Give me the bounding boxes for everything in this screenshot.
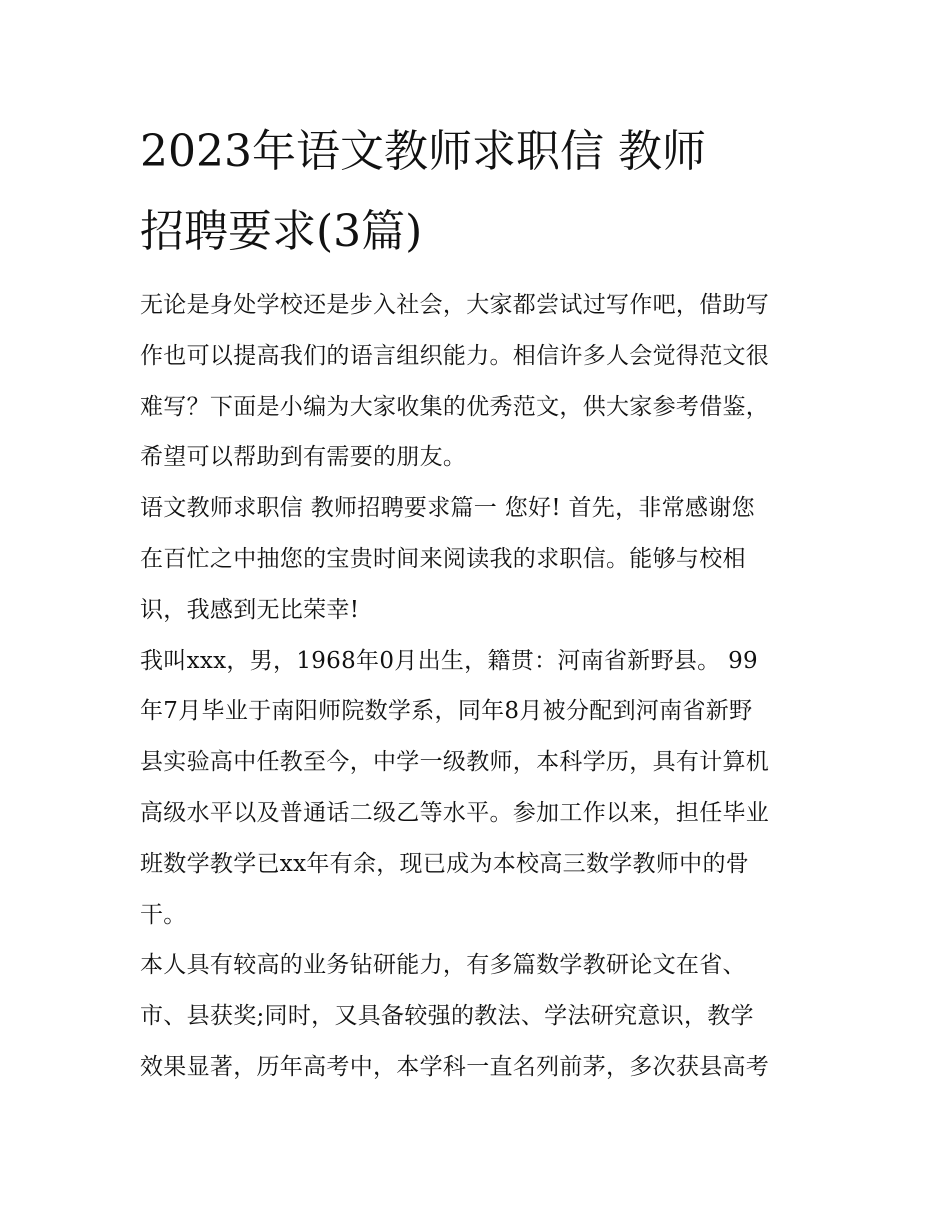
- paragraph-line: 本人具有较高的业务钻研能力，有多篇数学教研论文在省、: [140, 952, 746, 979]
- paragraph: [140, 483, 820, 635]
- paragraph-line: 难写？下面是小编为大家收集的优秀范文，供大家参考借鉴，: [140, 393, 770, 420]
- paragraph-line: 市、县获奖;同时，又具备较强的教法、学法研究意识，教学: [140, 1003, 754, 1030]
- paragraph-line: 无论是身处学校还是步入社会，大家都尝试过写作吧，借助写: [140, 292, 770, 318]
- paragraph-line: 识，我感到无比荣幸!: [140, 596, 360, 623]
- paragraph-line: 县实验高中任教至今，中学一级教师，本科学历，具有计算机: [140, 749, 770, 776]
- title-line: 招聘要求(3篇): [140, 206, 423, 257]
- paragraph-line: 作也可以提高我们的语言组织能力。相信许多人会觉得范文很: [140, 342, 770, 369]
- paragraph: [140, 636, 820, 941]
- paragraph-line: 在百忙之中抽您的宝贵时间来阅读我的求职信。能够与校相: [140, 545, 746, 572]
- title-line: 2023年语文教师求职信 教师: [140, 126, 706, 177]
- paragraph-line: 年7月毕业于南阳师院数学系，同年8月被分配到河南省新野: [140, 698, 753, 725]
- paragraph: [140, 280, 820, 483]
- paragraph-line: 希望可以帮助到有需要的朋友。: [140, 444, 467, 471]
- document-page: [140, 112, 820, 1093]
- paragraph-line: 效果显著，历年高考中，本学科一直名列前茅，多次获县高考: [140, 1053, 770, 1080]
- paragraph-line: 高级水平以及普通话二级乙等水平。参加工作以来，担任毕业: [140, 799, 770, 826]
- paragraph-line: 语文教师求职信 教师招聘要求篇一 您好! 首先，非常感谢您: [140, 495, 755, 522]
- paragraph-line: 干。: [140, 901, 187, 928]
- paragraph: [140, 940, 820, 1092]
- paragraph-line: 班数学教学已xx年有余，现已成为本校高三数学教师中的骨: [140, 850, 750, 877]
- document-body: [140, 280, 820, 1093]
- paragraph-line: 我叫xxx，男，1968年0月出生，籍贯：河南省新野县。 99: [140, 647, 758, 674]
- document-title: [140, 112, 820, 272]
